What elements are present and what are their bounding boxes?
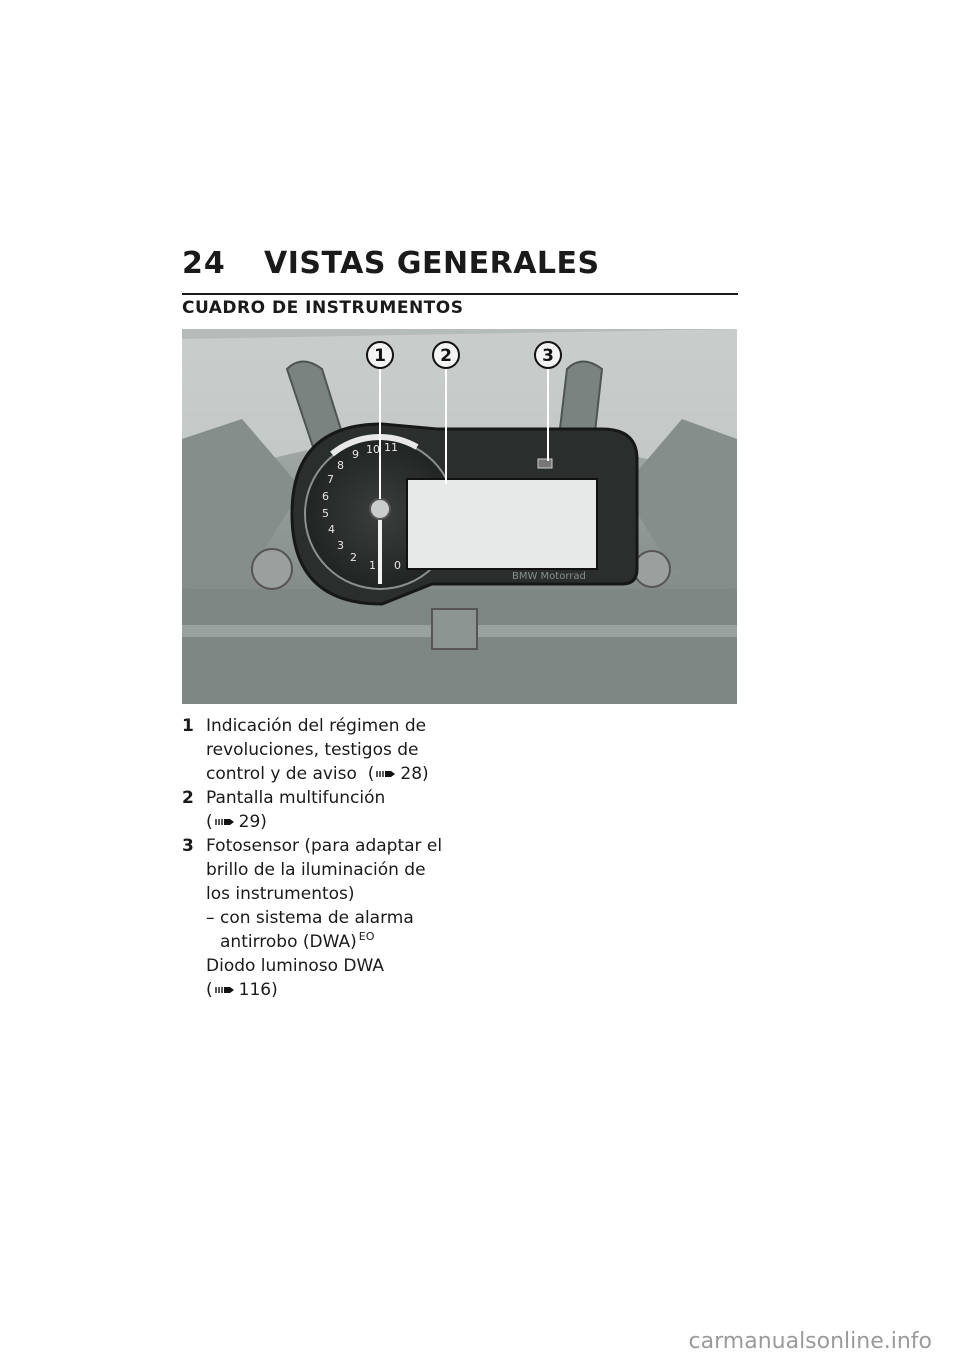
ref-open: ( <box>206 812 213 832</box>
callout-label-1: 1 <box>374 346 386 366</box>
tach-number: 1 <box>369 559 376 572</box>
tach-number: 0 <box>394 559 401 572</box>
legend-item-description: Pantalla multifunción <box>206 788 386 808</box>
ref-page: 28) <box>400 764 429 784</box>
tach-number: 11 <box>384 441 398 454</box>
section-heading: CUADRO DE INSTRUMENTOS <box>182 298 464 318</box>
tach-number: 7 <box>327 473 334 486</box>
photosensor <box>538 459 552 468</box>
instrument-cluster-illustration <box>182 329 737 704</box>
tach-number: 6 <box>322 490 329 503</box>
ref-open: ( <box>206 980 213 1000</box>
arrow-right-icon <box>215 985 235 995</box>
instrument-cluster-figure <box>182 329 737 704</box>
legend-item <box>182 786 452 834</box>
arrow-right-icon <box>215 817 235 827</box>
tach-number: 5 <box>322 507 329 520</box>
usb-socket <box>634 551 670 587</box>
legend-list <box>182 714 452 1002</box>
legend-item-text <box>206 834 452 1002</box>
sub-item-text: con sistema de alarma antirrobo (DWA) <box>220 908 414 952</box>
legend-item-text <box>206 714 452 786</box>
ref-page: 116) <box>238 980 278 1000</box>
legend-item <box>182 714 452 786</box>
legend-sub-item <box>206 906 452 954</box>
needle-hub <box>370 499 390 519</box>
tach-number: 10 <box>366 443 380 456</box>
tach-number: 2 <box>350 551 357 564</box>
center-bracket <box>432 609 477 649</box>
page-reference[interactable] <box>206 812 267 832</box>
legend-item <box>182 834 452 1002</box>
legend-item-description: Fotosensor (para adaptar el brillo de la iluminación de los instrumentos) <box>206 836 443 904</box>
callout-label-3: 3 <box>542 346 554 366</box>
page-title: VISTAS GENERALES <box>264 246 600 281</box>
tach-number: 3 <box>337 539 344 552</box>
tach-number: 9 <box>352 448 359 461</box>
tach-number: 8 <box>337 459 344 472</box>
legend-item-number: 2 <box>182 788 194 808</box>
sub-dash: – <box>206 908 215 928</box>
page-number: 24 <box>182 246 226 281</box>
legend-item-number: 1 <box>182 716 194 736</box>
section-divider <box>182 293 738 295</box>
tach-number: 4 <box>328 523 335 536</box>
watermark: carmanualsonline.info <box>688 1329 932 1354</box>
page-reference[interactable] <box>206 980 278 1000</box>
callout-label-2: 2 <box>440 346 452 366</box>
legend-item-description: Indicación del régimen de revoluciones, testigos de control y de aviso <box>206 716 427 784</box>
optional-equipment-mark: EO <box>358 930 375 944</box>
legend-item-text <box>206 786 452 834</box>
page-reference[interactable] <box>362 764 428 784</box>
ref-open: ( <box>367 764 375 784</box>
legend-item-number: 3 <box>182 836 194 856</box>
multifunction-display <box>407 479 597 569</box>
left-socket <box>252 549 292 589</box>
legend-extra-text: Diodo luminoso DWA <box>206 956 385 976</box>
brand-text: BMW Motorrad <box>512 571 586 582</box>
ref-page: 29) <box>238 812 267 832</box>
arrow-right-icon <box>376 769 396 779</box>
